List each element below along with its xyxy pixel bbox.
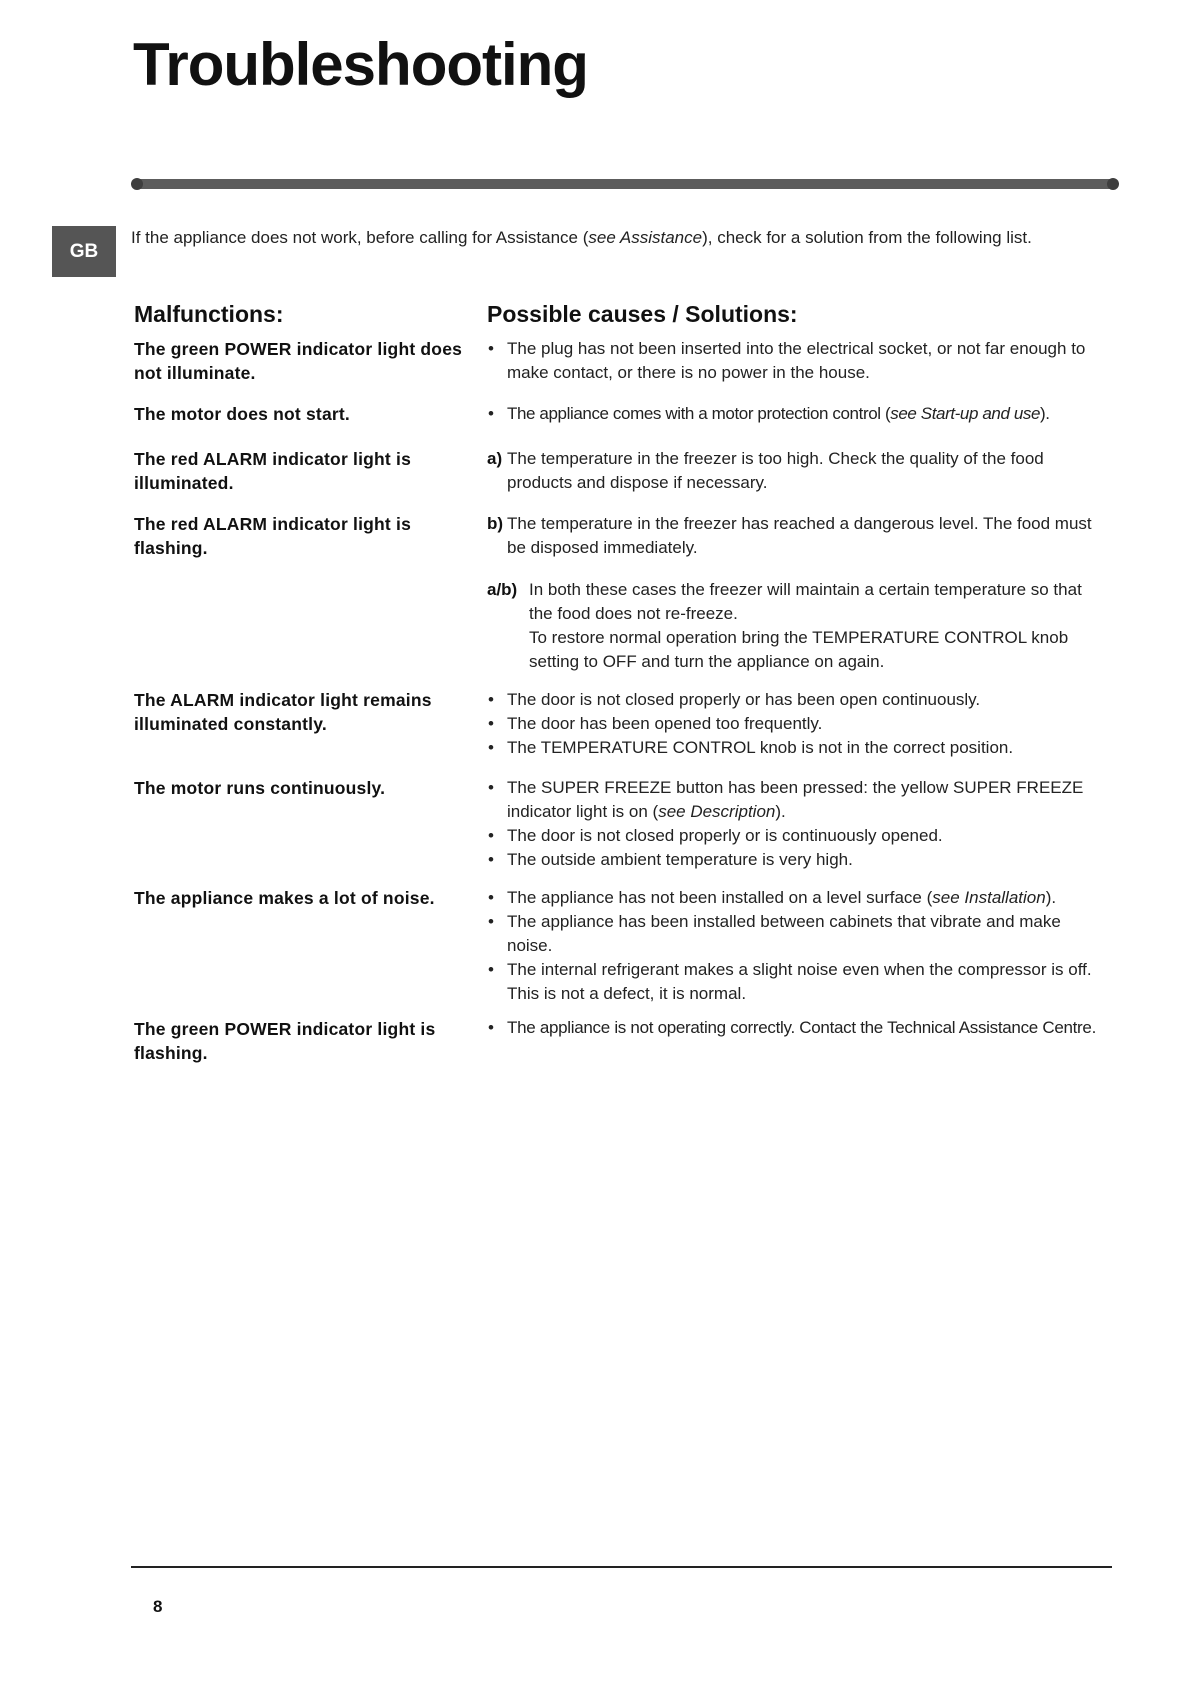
language-tab: GB [52,226,116,277]
solution-item: • The plug has not been inserted into the electrical socket, or not far enough to make contact, or there is no power in the house. [487,337,1097,385]
solution-list [487,886,1097,1006]
malfunction-label: The green POWER indicator light does not illuminate. [134,339,463,383]
divider-end-dot [131,178,143,190]
malfunction-label: The red ALARM indicator light is flashing. [134,514,412,558]
solution-tag: a) [487,449,503,468]
solution-text: The SUPER FREEZE button has been pressed: the yellow SUPER FREEZE indicator light is on ( [507,778,1084,821]
solution-list [487,1017,1097,1038]
intro-text: If the appliance does not work, before calling for Assistance ( [131,228,589,247]
solution-item [487,402,1097,426]
solution-item [487,776,1097,824]
solution-item: • The outside ambient temperature is very high. [487,848,1097,872]
solution-list [487,447,1097,495]
solution-item [487,512,1097,560]
page-title: Troubleshooting [133,31,588,98]
solution-text: To restore normal operation bring the TEMPERATURE CONTROL knob setting to OFF and turn the appliance on again. [529,628,1069,671]
malfunction-label: The red ALARM indicator light is illuminated. [134,449,412,493]
intro-reference: see Assistance [588,228,703,247]
solution-text: The appliance has not been installed on a level surface ( [507,888,933,907]
solution-list [487,337,1097,385]
solution-reference: see Description [658,802,776,821]
solution-item: • The appliance is not operating correctly. Contact the Technical Assistance Centre. [487,1017,1097,1038]
solution-item [487,447,1097,495]
solution-item: • The door is not closed properly or is continuously opened. [487,824,1097,848]
solution-item [487,578,1097,674]
solution-text: The temperature in the freezer has reached a dangerous level. The food must be disposed immediately. [507,514,1092,557]
intro-paragraph [131,228,1032,248]
solution-list [487,578,1097,674]
solution-item: • The TEMPERATURE CONTROL knob is not in the correct position. [487,736,1097,760]
solution-item [487,886,1097,910]
solution-reference: see Installation [932,888,1046,907]
solution-item: • The door is not closed properly or has been open continuously. [487,688,1097,712]
malfunction-label: The green POWER indicator light is flashing. [134,1019,436,1063]
solution-text-end: ). [775,802,786,821]
solution-list [487,402,1097,426]
intro-text-end: ), check for a solution from the following list. [702,228,1032,247]
title-divider [133,179,1117,189]
divider-end-dot [1107,178,1119,190]
malfunction-label: The motor does not start. [134,404,350,424]
solution-reference: see Start-up and use [890,404,1041,423]
solution-text: In both these cases the freezer will maintain a certain temperature so that the food does not re-freeze. [529,580,1082,623]
footer-divider [131,1566,1112,1568]
solution-item: • The door has been opened too frequently. [487,712,1097,736]
solution-text-end: ). [1040,404,1050,423]
page-number: 8 [153,1597,163,1616]
solution-tag: a/b) [487,580,518,599]
malfunction-label: The ALARM indicator light remains illuminated constantly. [134,690,432,734]
solution-text: The appliance comes with a motor protection control ( [507,404,891,423]
solution-tag: b) [487,514,504,533]
malfunction-label: The motor runs continuously. [134,778,386,798]
solution-list [487,512,1097,560]
malfunction-label: The appliance makes a lot of noise. [134,888,435,908]
solution-text-end: ). [1045,888,1057,907]
solutions-heading: Possible causes / Solutions: [487,301,798,327]
solution-item: • The internal refrigerant makes a slight noise even when the compressor is off. This is not a defect, it is normal. [487,958,1097,1006]
solution-list [487,776,1097,872]
solution-list [487,688,1097,760]
solution-text: The temperature in the freezer is too high. Check the quality of the food products and dispose if necessary. [507,449,1044,492]
malfunctions-heading: Malfunctions: [134,301,284,327]
solution-item: • The appliance has been installed between cabinets that vibrate and make noise. [487,910,1097,958]
